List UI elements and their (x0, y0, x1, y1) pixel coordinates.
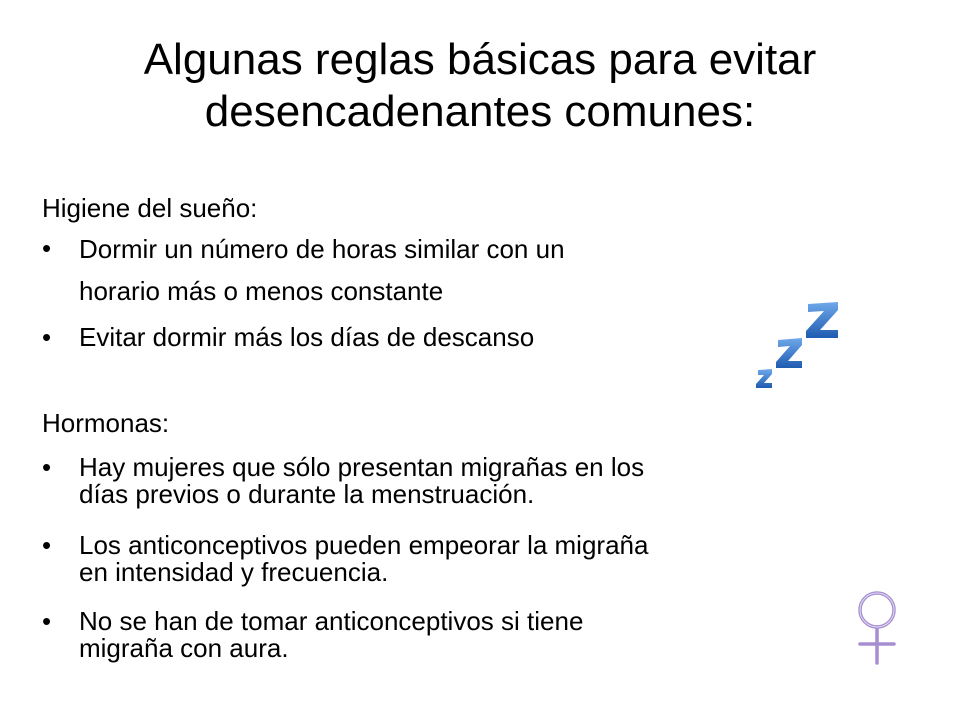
bullet-dot: • (42, 322, 52, 352)
hormones-bullet-2-text (79, 532, 892, 586)
hormones-section-heading: Hormonas: (42, 408, 170, 438)
hormones-bullet-1-text (79, 454, 892, 508)
sleep-bullet-2-text: Evitar dormir más los días de descanso (79, 322, 535, 352)
hormones-bullet-2-line-1: Los anticonceptivos pueden empeorar la migraña (79, 530, 649, 560)
hormones-bullet-1 (42, 454, 892, 508)
slide-title (40, 34, 920, 138)
sleep-bullet-1-line-1: Dormir un número de horas similar con un (79, 234, 565, 264)
hormones-bullet-3-text (79, 608, 892, 662)
hormones-bullet-2-line-2: en intensidad y frecuencia. (79, 557, 389, 587)
sleep-bullet-1-line-2: horario más o menos constante (79, 276, 444, 306)
hormones-bullet-1-line-2: días previos o durante la menstruación. (79, 479, 535, 509)
zzz-sleep-icon (752, 300, 842, 392)
bullet-dot: • (42, 530, 52, 560)
hormones-bullet-2 (42, 532, 892, 586)
sleep-section-heading: Higiene del sueño: (42, 193, 258, 223)
hormones-bullet-3-line-1: No se han de tomar anticonceptivos si tiene (79, 606, 584, 636)
bullet-dot: • (42, 233, 52, 263)
bullet-dot: • (42, 606, 52, 636)
bullet-dot: • (42, 452, 52, 482)
hormones-bullet-1-line-1: Hay mujeres que sólo presentan migrañas en los (79, 452, 645, 482)
hormones-bullet-3 (42, 608, 892, 662)
hormones-bullet-3-line-2: migraña con aura. (79, 633, 289, 663)
female-symbol-icon (852, 588, 902, 666)
title-line-1: Algunas reglas básicas para evitar (143, 35, 817, 84)
title-line-2: desencadenantes comunes: (204, 87, 756, 136)
